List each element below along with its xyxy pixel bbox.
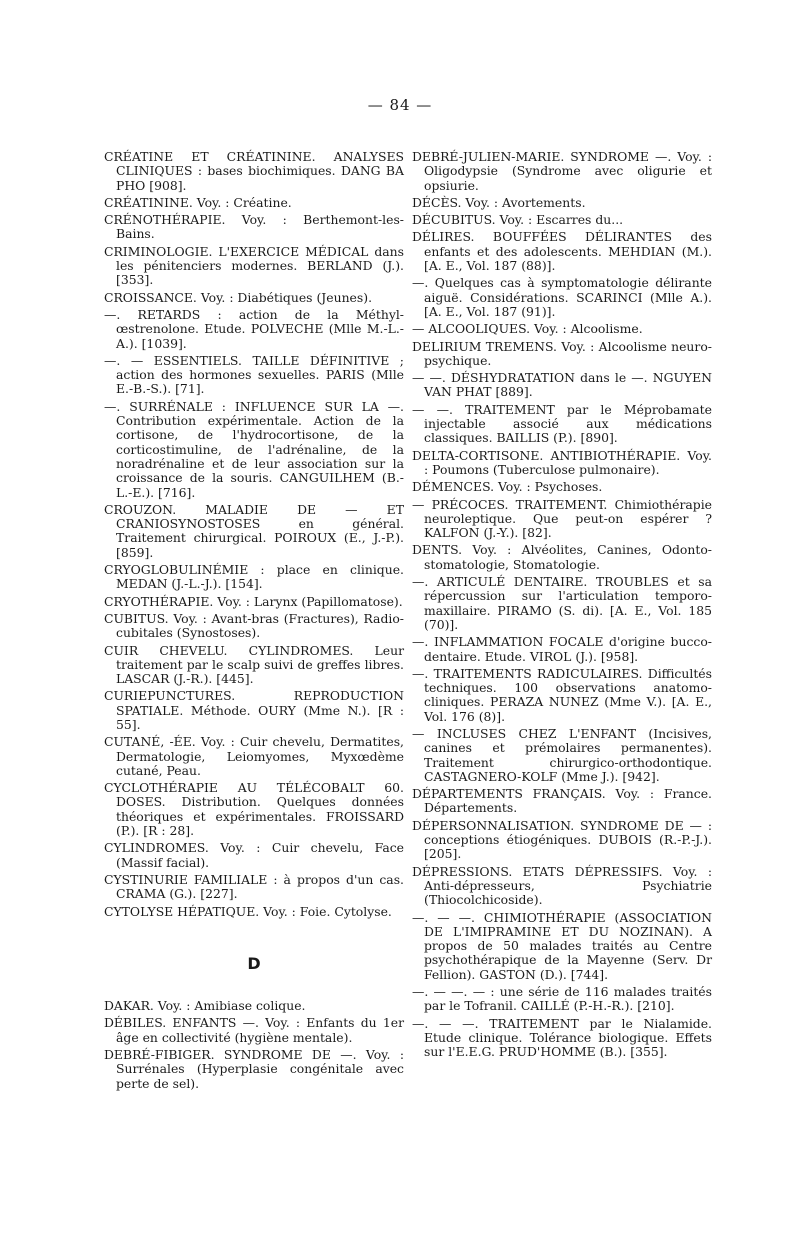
index-entry: CUIR CHEVELU. CYLINDROMES. Leur traitement par le scalp suivi de greffes libres. LASCAR (J.-R.). [445]. [104, 642, 404, 687]
index-entry: —. TRAITEMENTS RADICULAIRES. Difficultés techniques. 100 observations anatomo-cliniques. PERAZA NUNEZ (Mme V.). [A. E., Vol. 176 (8)]. [412, 665, 712, 724]
index-entry: DÉBILES. ENFANTS —. Voy. : Enfants du 1er âge en collectivité (hygiène mentale). [104, 1015, 404, 1045]
index-entry: — —. DÉSHYDRATATION dans le —. NGUYEN VAN PHAT [889]. [412, 370, 712, 400]
index-entry: —. — —. TRAITEMENT par le Nialamide. Etude clinique. Tolérance biologique. Effets sur l'E.E.G. PRUD'HOMME (B.). [355]. [412, 1015, 712, 1060]
index-entry: DÉMENCES. Voy. : Psychoses. [412, 479, 603, 495]
index-entry: CROISSANCE. Voy. : Diabétiques (Jeunes). [104, 289, 373, 305]
index-entry: —. ARTICULÉ DENTAIRE. TROUBLES et sa répercussion sur l'articulation temporo-maxillaire. PIRAMO (S. di). [A. E., Vol. 185 (70)]. [412, 574, 712, 632]
index-entry: DELIRIUM TREMENS. Voy. : Alcoolisme neuro-psychique. [412, 338, 712, 368]
index-entry: CYTOLYSE HÉPATIQUE. Voy. : Foie. Cytolyse. [104, 903, 392, 919]
index-entry: —. — —. CHIMIOTHÉRAPIE (ASSOCIATION DE L'IMIPRAMINE ET DU NOZINAN). A propos de 50 malades traités au Centre psychothérapique de la Mayenne (Serv. Dr Fellion). GASTON (D.). [744]. [412, 909, 712, 982]
index-entry: DÉLIRES. BOUFFÉES DÉLIRANTES des enfants et des adolescents. MEHDIAN (M.). [A. E., Vol. 187 (88)]. [412, 229, 712, 274]
index-entry: CRIMINOLOGIE. L'EXERCICE MÉDICAL dans les pénitenciers modernes. BERLAND (J.). [353]. [104, 243, 404, 288]
right-column [412, 150, 712, 1063]
index-entry: DÉPERSONNALISATION. SYNDROME DE — : conceptions étiogéniques. DUBOIS (R.-P.-J.). [205]. [412, 817, 712, 862]
index-entry: —. RETARDS : action de la Méthyl-œstrenolone. Etude. POLVECHE (Mlle M.-L.-A.). [1039]. [104, 306, 404, 351]
index-entry: CUBITUS. Voy. : Avant-bras (Fractures), Radio-cubitales (Synostoses). [104, 610, 404, 641]
left-column [104, 150, 404, 1094]
index-entry: CYSTINURIE FAMILIALE : à propos d'un cas. CRAMA (G.). [227]. [104, 871, 404, 902]
index-entry: CRYOGLOBULINÉMIE : place en clinique. MEDAN (J.-L.-J.). [154]. [104, 562, 404, 592]
index-entries-d [104, 999, 404, 1091]
index-entry: DÉPRESSIONS. ETATS DÉPRESSIFS. Voy. : Anti-dépresseurs, Psychiatrie (Thiocolchicoside). [412, 863, 712, 908]
index-entries-c [104, 150, 404, 919]
index-entry: CURIEPUNCTURES. REPRODUCTION SPATIALE. Méthode. OURY (Mme N.). [R : 55]. [104, 688, 404, 732]
letter-heading: D [247, 953, 261, 973]
index-entry: CRÉNOTHÉRAPIE. Voy. : Berthemont-les-Bains. [104, 212, 404, 242]
index-entry: DELTA-CORTISONE. ANTIBIOTHÉRAPIE. Voy. : Poumons (Tuberculose pulmonaire). [412, 447, 712, 477]
index-entry: DÉCUBITUS. Voy. : Escarres du... [412, 212, 624, 228]
index-entry: CRÉATINE ET CRÉATININE. ANALYSES CLINIQUES : bases biochimiques. DANG BA PHO [908]. [104, 149, 404, 193]
index-entry: — PRÉCOCES. TRAITEMENT. Chimiothérapie neuroleptique. Que peut-on espérer ? KALFON (J.-Y.). [82]. [412, 496, 712, 541]
index-entry: DENTS. Voy. : Alvéolites, Canines, Odonto-stomatologie, Stomatologie. [412, 542, 712, 572]
index-entry: —. SURRÉNALE : INFLUENCE SUR LA —. Contribution expérimentale. Action de la cortisone, de l'hydrocortisone, de la corticostimuline, de l'adrénaline, de la noradrénaline et de leur association sur la croissance de la souris. CANGUILHEM (B.-L.-E.). [716]. [104, 398, 404, 500]
index-entry: DÉPARTEMENTS FRANÇAIS. Voy. : France. Départements. [412, 786, 712, 816]
index-entry: CUTANÉ, -ÉE. Voy. : Cuir chevelu, Dermatites, Dermatologie, Leiomyomes, Myxœdème cutané, Peau. [104, 734, 404, 778]
index-entry: —. — ESSENTIELS. TAILLE DÉFINITIVE ; action des hormones sexuelles. PARIS (Mlle E.-B.-S.). [71]. [104, 352, 404, 397]
index-entry: CYCLOTHÉRAPIE AU TÉLÉCOBALT 60. DOSES. Distribution. Quelques données théoriques et expérimentales. FROISSARD (P.). [R : 28]. [104, 780, 404, 839]
index-entry: DÉCÈS. Voy. : Avortements. [412, 194, 586, 210]
index-entry: DEBRÉ-FIBIGER. SYNDROME DE —. Voy. : Surrénales (Hyperplasie congénitale avec perte de sel). [104, 1047, 404, 1091]
index-entry: — ALCOOLIQUES. Voy. : Alcoolisme. [412, 321, 643, 337]
index-entry: CRYOTHÉRAPIE. Voy. : Larynx (Papillomatose). [104, 593, 403, 609]
index-entry: CROUZON. MALADIE DE — ET CRANIOSYNOSTOSES en général. Traitement chirurgical. POIROUX (E., J.-P.). [859]. [104, 501, 404, 560]
index-entry: DAKAR. Voy. : Amibiase colique. [104, 998, 306, 1014]
index-entry: — INCLUSES CHEZ L'ENFANT (Incisives, canines et prémolaires permanentes). Traitement chirurgico-orthodontique. CASTAGNERO-KOLF (Mme J.). [942]. [412, 725, 712, 784]
index-entry: —. INFLAMMATION FOCALE d'origine bucco-dentaire. Etude. VIROL (J.). [958]. [412, 634, 712, 664]
page-number: — 84 — [367, 96, 433, 114]
index-entry: CRÉATININE. Voy. : Créatine. [104, 194, 292, 210]
index-entries-right [412, 150, 712, 1060]
index-entry: —. Quelques cas à symptomatologie délirante aiguë. Considérations. SCARINCI (Mlle A.). [A. E., Vol. 187 (91)]. [412, 275, 712, 319]
index-entry: CYLINDROMES. Voy. : Cuir chevelu, Face (Massif facial). [104, 840, 404, 870]
index-entry: — —. TRAITEMENT par le Méprobamate injectable associé aux médications classiques. BAILLIS (P.). [890]. [412, 401, 712, 446]
index-entry: DEBRÉ-JULIEN-MARIE. SYNDROME —. Voy. : Oligodypsie (Syndrome avec oligurie et opsiurie. [412, 149, 712, 193]
index-entry: —. — —. — : une série de 116 malades traités par le Tofranil. CAILLÉ (P.-H.-R.). [210]. [412, 984, 712, 1014]
